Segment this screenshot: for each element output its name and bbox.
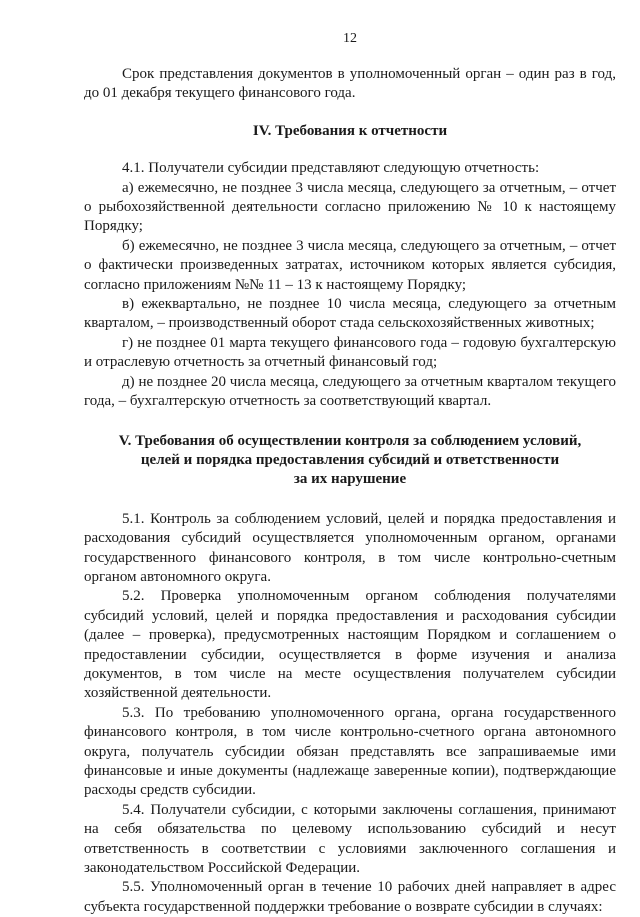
section-v-heading-line-3: за их нарушение [293, 471, 407, 488]
page-number: 12 [343, 31, 357, 46]
paragraph-5-3: 5.3. По требованию уполномоченного органа, органа государственного финансового контроля, в том числе контрольно-счетного органа автономного округа, получатель субсидии обязан представлять все запрашиваемые ими финансовые и иные документы (надлежаще заверенные копии), подтверждающие расходы средств субсидии. [84, 704, 616, 799]
section-v-heading-line-2: целей и порядка предоставления субсидий и ответственности [140, 451, 560, 468]
paragraph-5-4: 5.4. Получатели субсидии, с которыми заключены соглашения, принимают на себя обязательства по целевому использованию субсидий и несут ответственность в соответствии с условиями заключенного соглашения и законодательством Российской Федерации. [84, 801, 616, 877]
paragraph-5-2: 5.2. Проверка уполномоченным органом соблюдения получателями субсидий условий, целей и порядка предоставления и расходования субсидии (далее – проверка), предусмотренных настоящим Порядком и соглашением о предоставлении субсидии, осуществляется в форме изучения и анализа документов, в том числе на месте осуществления получателем субсидии хозяйственной деятельности. [84, 588, 616, 702]
paragraph-5-1: 5.1. Контроль за соблюдением условий, целей и порядка предоставления и расходования субсидий осуществляется уполномоченным органом, органами государственного финансового контроля, в том числе контрольно-счетным органом автономного округа. [84, 510, 616, 585]
paragraph-5-5: 5.5. Уполномоченный орган в течение 10 рабочих дней направляет в адрес субъекта государственной поддержки требование о возврате субсидии в случаях: [84, 879, 616, 915]
paragraph-4-1-b: б) ежемесячно, не позднее 3 числа месяца, следующего за отчетным, – отчет о фактически произведенных затратах, источником которых является субсидия, согласно приложениям №№ 11 – 13 к настоящему Порядку; [84, 237, 616, 293]
section-iv-heading: IV. Требования к отчетности [252, 122, 448, 139]
document-page [84, 30, 616, 915]
paragraph-4-1-a: а) ежемесячно, не позднее 3 числа месяца, следующего за отчетным, – отчет о рыбохозяйственной деятельности согласно приложению № 10 к настоящему Порядку; [84, 179, 616, 235]
section-v-heading [84, 432, 616, 490]
paragraph-4-1-d: д) не позднее 20 числа месяца, следующего за отчетным кварталом текущего года, – бухгалтерскую отчетность за соответствующий квартал. [84, 373, 616, 410]
intro-paragraph: Срок представления документов в уполномоченный орган – один раз в год, до 01 декабря текущего финансового года. [84, 66, 616, 102]
paragraph-4-1-g: г) не позднее 01 марта текущего финансового года – годовую бухгалтерскую и отраслевую отчетность за отчетный финансовый год; [84, 334, 616, 371]
paragraph-4-1-v: в) ежеквартально, не позднее 10 числа месяца, следующего за отчетным кварталом, – производственный оборот стада сельскохозяйственных животных; [84, 296, 616, 332]
section-v-heading-line-1: V. Требования об осуществлении контроля за соблюдением условий, [118, 432, 582, 449]
paragraph-4-1: 4.1. Получатели субсидии представляют следующую отчетность: [122, 160, 540, 177]
